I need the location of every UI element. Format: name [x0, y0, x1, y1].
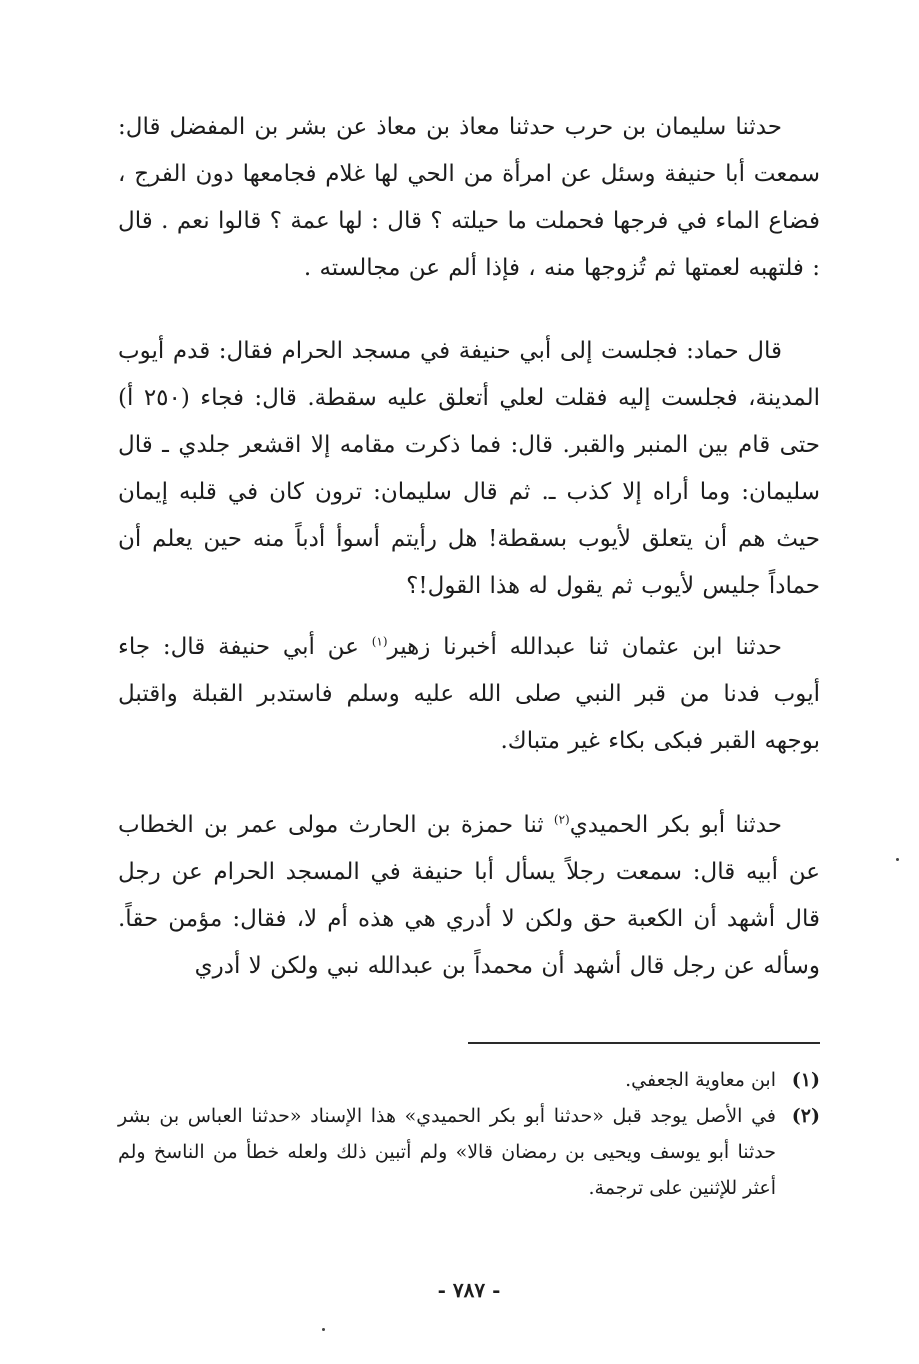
paragraph-1 — [118, 104, 820, 292]
paragraph-1-text: حدثنا سليمان بن حرب حدثنا معاذ بن معاذ عن بشر بن المفضل قال: سمعت أبا حنيفة وسئل عن امرأة من الحي لها غلام فجامعها دون الفرج ، فضاع الماء في فرجها فحملت ما حيلته ؟ قال : لها عمة ؟ قالوا نعم . قال : فلتهبه لعمتها ثم تُزوجها منه ، فإذا ألم عن مجالسته . — [118, 114, 820, 281]
footnote-2 — [118, 1098, 820, 1206]
paragraph-4-text-before: حدثنا أبو بكر الحميدي — [569, 812, 782, 838]
footnote-divider — [468, 1042, 820, 1044]
scan-speck — [896, 858, 899, 861]
footnote-marker-1: (١) — [371, 634, 388, 649]
paragraph-3-text-after: عن أبي حنيفة قال: جاء أيوب فدنا من قبر النبي صلى الله عليه وسلم فاستدبر القبلة واقتبل بوجهه القبر فبكى بكاء غير متباك. — [118, 634, 820, 754]
footnote-1 — [118, 1062, 820, 1098]
paragraph-2 — [118, 328, 820, 610]
book-page — [118, 96, 820, 1336]
footnotes-section — [118, 1062, 820, 1206]
scan-speck — [322, 1328, 325, 1331]
footnote-2-number: (٢) — [791, 1105, 820, 1127]
paragraph-4-text-after: ثنا حمزة بن الحارث مولى عمر بن الخطاب عن أبيه قال: سمعت رجلاً يسأل أبا حنيفة في المسجد الحرام عن رجل قال أشهد أن الكعبة حق ولكن لا أدري هي هذه أم لا، فقال: مؤمن حقاً. وسأله عن رجل قال أشهد أن محمداً بن عبدالله نبي ولكن لا أدري — [118, 812, 820, 979]
footnote-1-text: ابن معاوية الجعفي. — [625, 1069, 776, 1091]
footnote-1-number: (١) — [791, 1069, 820, 1091]
paragraph-3-text-before: حدثنا ابن عثمان ثنا عبدالله أخبرنا زهير — [387, 634, 782, 660]
paragraph-3 — [118, 624, 820, 765]
paragraph-4 — [118, 802, 820, 990]
page-number: - ٧٨٧ - — [437, 1278, 501, 1302]
footnote-2-text: في الأصل يوجد قبل «حدثنا أبو بكر الحميدي» هذا الإسناد «حدثنا العباس بن بشر حدثنا أبو يوسف ويحيى بن رمضان قالا» ولم أتبين ذلك ولعله خطأ من الناسخ ولم أعثر للإثنين على ترجمة. — [118, 1105, 776, 1199]
paragraph-2-text: قال حماد: فجلست إلى أبي حنيفة في مسجد الحرام فقال: قدم أيوب المدينة، فجلست إليه فقلت لعلي أتعلق عليه سقطة. قال: فجاء (٢٥٠ أ) حتى قام بين المنبر والقبر. قال: فما ذكرت مقامه إلا اقشعر جلدي ـ قال سليمان: وما أراه إلا كذب ـ. ثم قال سليمان: ترون كان في قلبه إيمان حيث هم أن يتعلق لأيوب بسقطة! هل رأيتم أسوأ أدباً منه حين يعلم أن حماداً جليس لأيوب ثم يقول له هذا القول!؟ — [118, 338, 820, 599]
footnote-marker-2: (٢) — [553, 812, 570, 827]
